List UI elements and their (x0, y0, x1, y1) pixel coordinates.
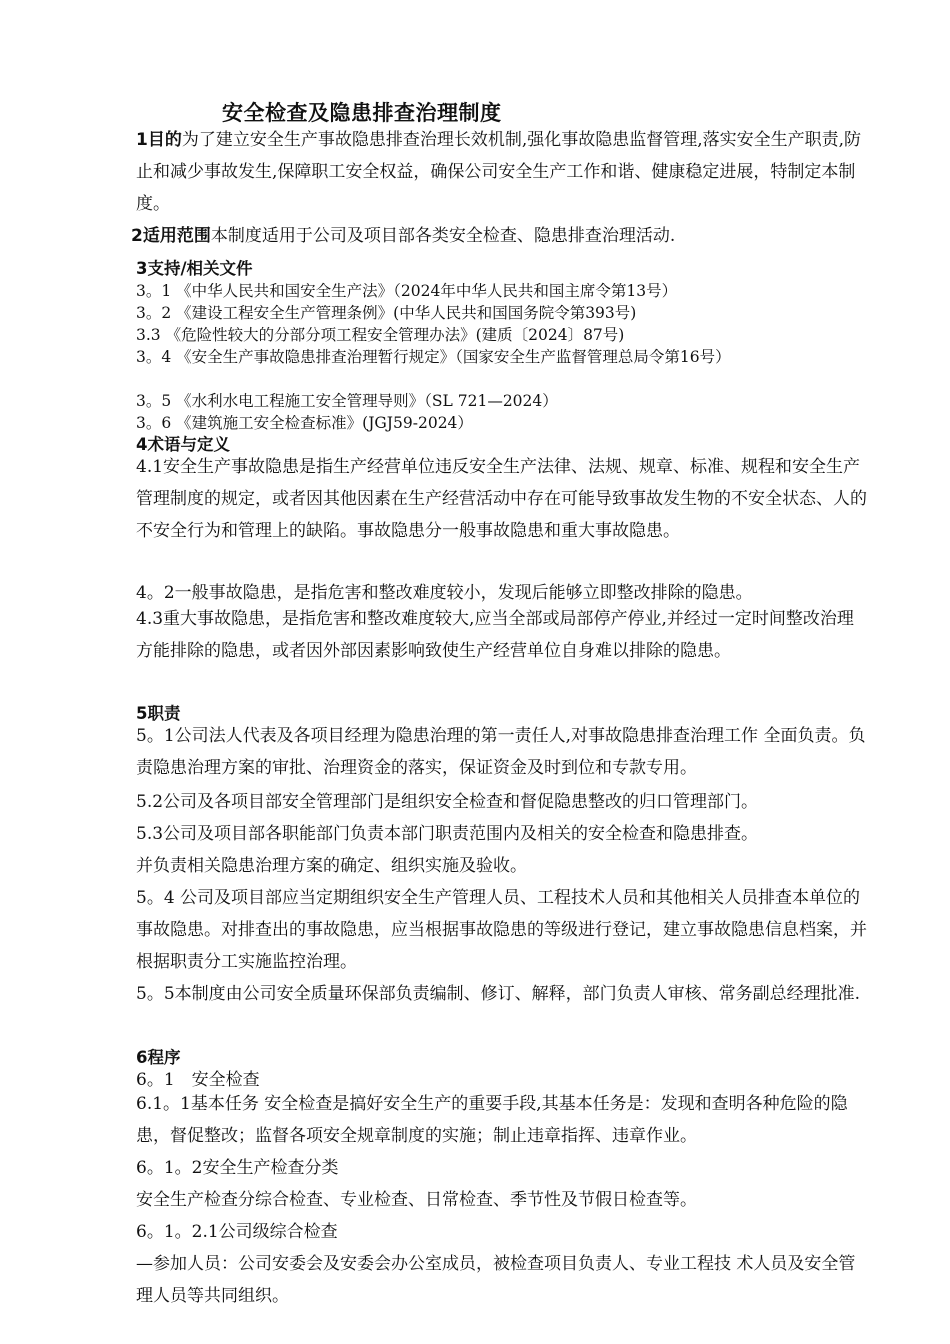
duties-paragraph: 5。5本制度由公司安全质量环保部负责编制、修订、解释，部门负责人审核、常务副总经理批准. (136, 984, 861, 1004)
section-purpose (136, 124, 870, 220)
reference-item: 3.3 《危险性较大的分部分项工程安全管理办法》(建质〔2024〕87号) (136, 326, 625, 344)
duties-paragraph: 5.3公司及项目部各职能部门负责本部门职责范围内及相关的安全检查和隐患排查。 (136, 824, 759, 844)
section-terms-heading: 4术语与定义 (136, 435, 230, 454)
procedure-paragraph: —参加人员：公司安委会及安委会办公室成员，被检查项目负责人、专业工程技 术人员及安全管理人员等共同组织。 (136, 1254, 856, 1306)
reference-item: 3。6 《建筑施工安全检查标准》(JGJ59-2024） (136, 414, 473, 432)
terms-paragraph: 4。2一般事故隐患，是指危害和整改难度较小，发现后能够立即整改排除的隐患。 (136, 583, 753, 603)
duties-paragraph: 5。4 公司及项目部应当定期组织安全生产管理人员、工程技术人员和其他相关人员排查本单位的事故隐患。对排查出的事故隐患，应当根据事故隐患的等级进行登记，建立事故隐患信息档案，并根据职责分工实施监控治理。 (136, 888, 867, 972)
section-purpose-label: 1目的 (136, 130, 182, 150)
section-scope-label: 2适用范围 (131, 226, 211, 246)
procedure-subheading: 6。1 安全检查 (136, 1070, 260, 1090)
reference-item: 3。5 《水利水电工程施工安全管理导则》（SL 721—2024） (136, 392, 558, 410)
reference-item: 3。1 《中华人民共和国安全生产法》（2024年中华人民共和国主席令第13号） (136, 282, 678, 300)
duties-paragraph: 5。1公司法人代表及各项目经理为隐患治理的第一责任人,对事故隐患排查治理工作 全面负责。负责隐患治理方案的审批、治理资金的落实，保证资金及时到位和专款专用。 (136, 726, 866, 778)
terms-paragraph: 4.3重大事故隐患，是指危害和整改难度较大,应当全部或局部停产停业,并经过一定时间整改治理方能排除的隐患，或者因外部因素影响致使生产经营单位自身难以排除的隐患。 (136, 609, 854, 661)
section-references-heading: 3支持/相关文件 (136, 259, 253, 278)
procedure-paragraph: 6。1。2.1公司级综合检查 (136, 1222, 338, 1242)
document-title: 安全检查及隐患排查治理制度 (222, 101, 502, 125)
procedure-paragraph: 6.1。1基本任务 安全检查是搞好安全生产的重要手段,其基本任务是：发现和查明各种危险的隐患，督促整改；监督各项安全规章制度的实施；制止违章指挥、违章作业。 (136, 1094, 848, 1146)
terms-paragraph: 4.1安全生产事故隐患是指生产经营单位违反安全生产法律、法规、规章、标准、规程和安全生产管理制度的规定，或者因其他因素在生产经营活动中存在可能导致事故发生物的不安全状态、人的不安全行为和管理上的缺陷。事故隐患分一般事故隐患和重大事故隐患。 (136, 457, 867, 541)
section-scope (131, 220, 865, 252)
duties-paragraph: 并负责相关隐患治理方案的确定、组织实施及验收。 (136, 856, 527, 876)
section-purpose-text: 为了建立安全生产事故隐患排查治理长效机制,强化事故隐患监督管理,落实安全生产职责,防止和减少事故发生,保障职工安全权益，确保公司安全生产工作和谐、健康稳定进展，特制定本制度。 (136, 130, 862, 214)
section-scope-text: 本制度适用于公司及项目部各类安全检查、隐患排查治理活动. (210, 226, 676, 246)
reference-item: 3。4 《安全生产事故隐患排查治理暂行规定》（国家安全生产监督管理总局令第16号） (136, 348, 731, 366)
section-procedure-heading: 6程序 (136, 1048, 181, 1067)
section-duties-heading: 5职责 (136, 704, 181, 723)
procedure-paragraph: 6。1。2安全生产检查分类 (136, 1158, 339, 1178)
reference-item: 3。2 《建设工程安全生产管理条例》(中华人民共和国国务院令第393号) (136, 304, 637, 322)
duties-paragraph: 5.2公司及各项目部安全管理部门是组织安全检查和督促隐患整改的归口管理部门。 (136, 792, 759, 812)
procedure-paragraph: 安全生产检查分综合检查、专业检查、日常检查、季节性及节假日检查等。 (136, 1190, 697, 1210)
